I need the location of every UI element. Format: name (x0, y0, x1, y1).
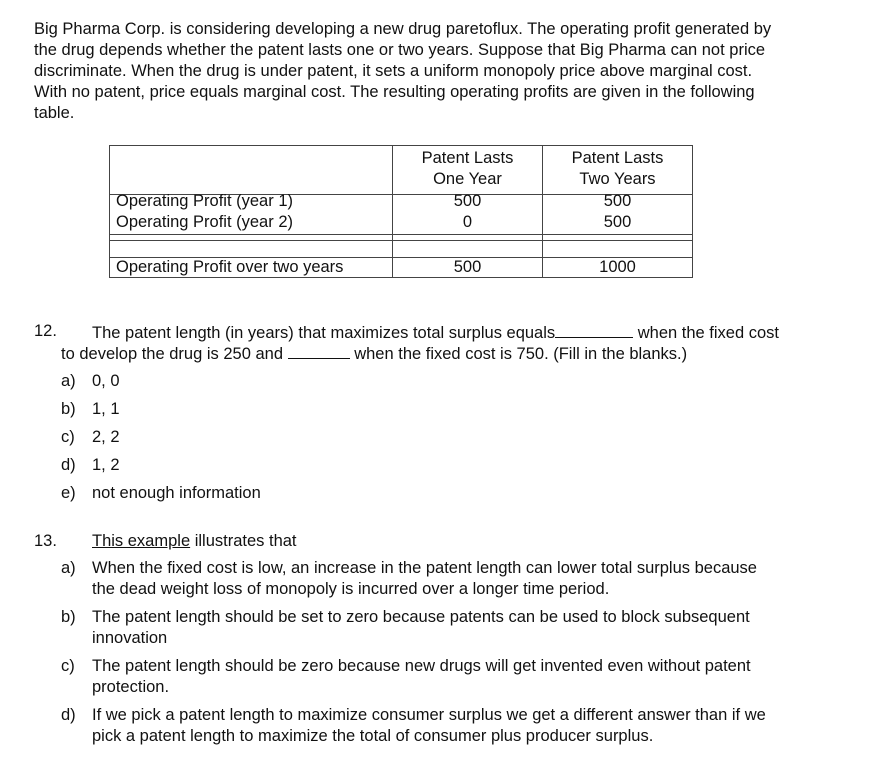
cell-one-year: 500 (453, 258, 482, 276)
table-rule (109, 145, 693, 146)
question-12-stem-line1 (92, 321, 779, 344)
intro-line: Big Pharma Corp. is considering developing a new drug paretoflux. The operating profit generated by (34, 20, 772, 38)
option-letter: a) (61, 559, 76, 577)
cell-two-years: 500 (603, 213, 632, 231)
header-line: Two Years (579, 170, 656, 188)
option-line: the dead weight loss of monopoly is incurred over a longer time period. (92, 580, 610, 598)
question-12-number: 12. (34, 322, 57, 340)
cell-two-years: 500 (603, 192, 632, 210)
q12-option-e (61, 483, 261, 504)
question-12-stem-line2 (61, 342, 687, 365)
option-line: innovation (92, 629, 168, 647)
option-line: pick a patent length to maximize the total of consumer plus producer surplus. (92, 727, 654, 745)
answer-blank (555, 321, 633, 338)
option-line: When the fixed cost is low, an increase in the patent length can lower total surplus because (92, 559, 757, 577)
option-letter: b) (61, 400, 76, 418)
option-text (92, 607, 750, 649)
table-rule (692, 145, 693, 278)
q12-option-b (61, 399, 120, 420)
question-text: when the fixed cost is 750. (Fill in the blanks.) (354, 345, 688, 363)
option-letter: d) (61, 456, 76, 474)
row-label: Operating Profit (year 2) (116, 213, 293, 231)
q12-option-d (61, 455, 120, 476)
intro-line: discriminate. When the drug is under patent, it sets a uniform monopoly price above marginal cost. (34, 62, 753, 80)
cell-one-year: 500 (453, 192, 482, 210)
option-text: 2, 2 (92, 428, 120, 446)
intro-paragraph (34, 19, 864, 124)
option-letter: e) (61, 484, 76, 502)
q12-option-a (61, 371, 120, 392)
profit-table (109, 145, 693, 278)
option-letter: c) (61, 657, 75, 675)
cell-two-years: 1000 (599, 258, 636, 276)
option-letter: b) (61, 608, 76, 626)
q12-option-c (61, 427, 120, 448)
option-line: protection. (92, 678, 170, 696)
option-line: The patent length should be set to zero because patents can be used to block subsequent (92, 608, 750, 626)
row-label: Operating Profit over two years (116, 258, 344, 276)
intro-line: the drug depends whether the patent lasts one or two years. Suppose that Big Pharma can not price (34, 41, 766, 59)
table-rule (109, 145, 110, 278)
table-rule (109, 234, 693, 235)
option-line: If we pick a patent length to maximize consumer surplus we get a different answer than if we (92, 706, 766, 724)
option-letter: d) (61, 706, 76, 724)
row-label: Operating Profit (year 1) (116, 192, 293, 210)
header-line: Patent Lasts (571, 149, 664, 167)
question-text: when the fixed cost (637, 324, 779, 342)
question-text: to develop the drug is 250 and (61, 345, 284, 363)
answer-blank (288, 342, 350, 359)
option-letter: a) (61, 372, 76, 390)
header-line: One Year (433, 170, 502, 188)
table-rule (109, 240, 693, 241)
question-13-number: 13. (34, 532, 57, 550)
option-text: 0, 0 (92, 372, 120, 390)
header-two-years (543, 148, 692, 190)
intro-line: table. (34, 104, 75, 122)
intro-line: With no patent, price equals marginal cost. The resulting operating profits are given in the following (34, 83, 755, 101)
option-letter: c) (61, 428, 75, 446)
question-text: illustrates that (190, 532, 297, 550)
header-line: Patent Lasts (421, 149, 514, 167)
option-text: 1, 1 (92, 400, 120, 418)
question-text-underlined: This example (92, 532, 191, 550)
header-one-year (393, 148, 542, 190)
option-text: not enough information (92, 484, 261, 502)
question-text: The patent length (in years) that maximizes total surplus equals (92, 324, 556, 342)
option-text (92, 558, 757, 600)
cell-one-year: 0 (462, 213, 473, 231)
option-text (92, 656, 751, 698)
question-13-stem (92, 531, 297, 552)
option-line: The patent length should be zero because new drugs will get invented even without patent (92, 657, 751, 675)
option-text (92, 705, 766, 747)
option-text: 1, 2 (92, 456, 120, 474)
